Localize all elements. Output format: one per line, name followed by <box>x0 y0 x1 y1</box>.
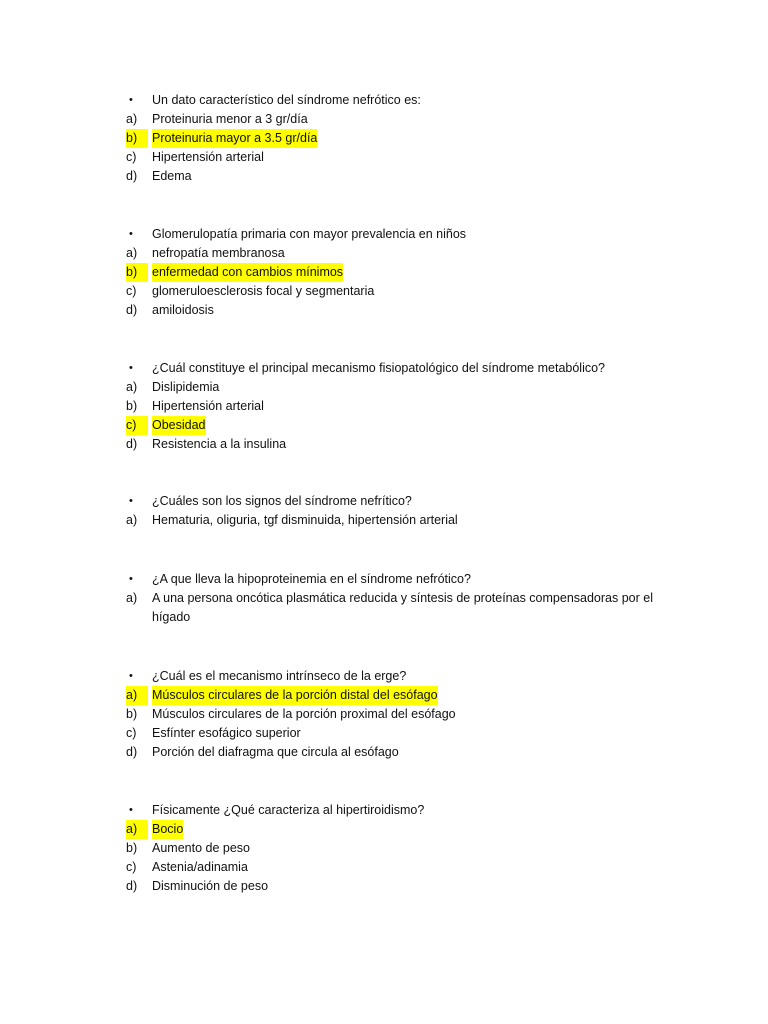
option-text: Porción del diafragma que circula al esófago <box>152 745 399 759</box>
question-block <box>126 492 666 530</box>
option-line <box>126 282 666 301</box>
option-line <box>126 263 666 282</box>
bullet-icon: • <box>129 362 133 374</box>
option-line <box>126 589 666 627</box>
option-text: Dislipidemia <box>152 380 220 394</box>
option-text: Proteinuria menor a 3 gr/día <box>152 112 308 126</box>
question-block <box>126 225 666 320</box>
question-block <box>126 801 666 896</box>
question-block <box>126 667 666 762</box>
question-text: Físicamente ¿Qué caracteriza al hipertiroidismo? <box>152 803 425 817</box>
question-line <box>126 667 666 686</box>
option-marker: c) <box>126 416 148 435</box>
option-marker: a) <box>126 686 148 705</box>
question-text: ¿Cuál es el mecanismo intrínseco de la erge? <box>152 669 407 683</box>
option-text: Astenia/adinamia <box>152 860 248 874</box>
question-line <box>126 91 666 110</box>
question-line <box>126 359 666 378</box>
bullet-icon: • <box>129 94 133 106</box>
question-block <box>126 570 666 627</box>
question-text: ¿Cuál constituye el principal mecanismo fisiopatológico del síndrome metabólico? <box>152 361 606 375</box>
question-line <box>126 225 666 244</box>
option-text: Resistencia a la insulina <box>152 437 287 451</box>
option-line <box>126 416 666 435</box>
question-text: ¿A que lleva la hipoproteinemia en el síndrome nefrótico? <box>152 572 471 586</box>
option-line <box>126 148 666 167</box>
question-text: Glomerulopatía primaria con mayor prevalencia en niños <box>152 227 467 241</box>
option-text: Hipertensión arterial <box>152 399 264 413</box>
option-line <box>126 167 666 186</box>
option-marker: d) <box>126 745 138 759</box>
option-marker: a) <box>126 380 138 394</box>
option-marker: a) <box>126 820 148 839</box>
option-line <box>126 129 666 148</box>
option-line <box>126 877 666 896</box>
bullet-icon: • <box>129 495 133 507</box>
option-text: Hematuria, oliguria, tgf disminuida, hipertensión arterial <box>152 513 458 527</box>
option-marker: b) <box>126 263 148 282</box>
question-line <box>126 801 666 820</box>
option-marker: a) <box>126 112 138 126</box>
option-line <box>126 397 666 416</box>
option-marker: d) <box>126 303 138 317</box>
option-line <box>126 743 666 762</box>
bullet-icon: • <box>129 228 133 240</box>
option-line <box>126 724 666 743</box>
option-marker: d) <box>126 437 138 451</box>
option-text-highlighted: enfermedad con cambios mínimos <box>152 263 343 282</box>
option-marker: b) <box>126 841 138 855</box>
option-marker: d) <box>126 879 138 893</box>
option-line <box>126 511 666 530</box>
option-line <box>126 839 666 858</box>
bullet-icon: • <box>129 670 133 682</box>
option-line <box>126 820 666 839</box>
question-line <box>126 492 666 511</box>
option-text: Esfínter esofágico superior <box>152 726 301 740</box>
option-marker: c) <box>126 284 137 298</box>
option-text: A una persona oncótica plasmática reducida y síntesis de proteínas compensadoras por el hígado <box>152 591 653 624</box>
option-text: glomeruloesclerosis focal y segmentaria <box>152 284 375 298</box>
option-marker: c) <box>126 860 137 874</box>
question-block <box>126 91 666 186</box>
bullet-icon: • <box>129 804 133 816</box>
option-line <box>126 244 666 263</box>
option-marker: c) <box>126 726 137 740</box>
option-marker: b) <box>126 129 148 148</box>
option-text-highlighted: Músculos circulares de la porción distal del esófago <box>152 686 438 705</box>
option-marker: b) <box>126 707 138 721</box>
question-text: ¿Cuáles son los signos del síndrome nefrítico? <box>152 494 412 508</box>
option-line <box>126 705 666 724</box>
option-text-highlighted: Bocio <box>152 820 183 839</box>
bullet-icon: • <box>129 573 133 585</box>
option-marker: c) <box>126 150 137 164</box>
option-line <box>126 858 666 877</box>
option-text: Aumento de peso <box>152 841 250 855</box>
option-marker: a) <box>126 513 138 527</box>
option-marker: d) <box>126 169 138 183</box>
option-text: Hipertensión arterial <box>152 150 264 164</box>
option-text: amiloidosis <box>152 303 214 317</box>
option-line <box>126 435 666 454</box>
option-marker: a) <box>126 591 138 605</box>
option-text-highlighted: Proteinuria mayor a 3.5 gr/día <box>152 129 317 148</box>
option-marker: b) <box>126 399 138 413</box>
option-text: Edema <box>152 169 192 183</box>
option-line <box>126 378 666 397</box>
option-text: nefropatía membranosa <box>152 246 285 260</box>
option-text-highlighted: Obesidad <box>152 416 206 435</box>
option-line <box>126 686 666 705</box>
question-line <box>126 570 666 589</box>
question-text: Un dato característico del síndrome nefrótico es: <box>152 93 421 107</box>
option-text: Disminución de peso <box>152 879 269 893</box>
option-line <box>126 301 666 320</box>
question-block <box>126 359 666 454</box>
option-text: Músculos circulares de la porción proximal del esófago <box>152 707 456 721</box>
option-line <box>126 110 666 129</box>
option-marker: a) <box>126 246 138 260</box>
